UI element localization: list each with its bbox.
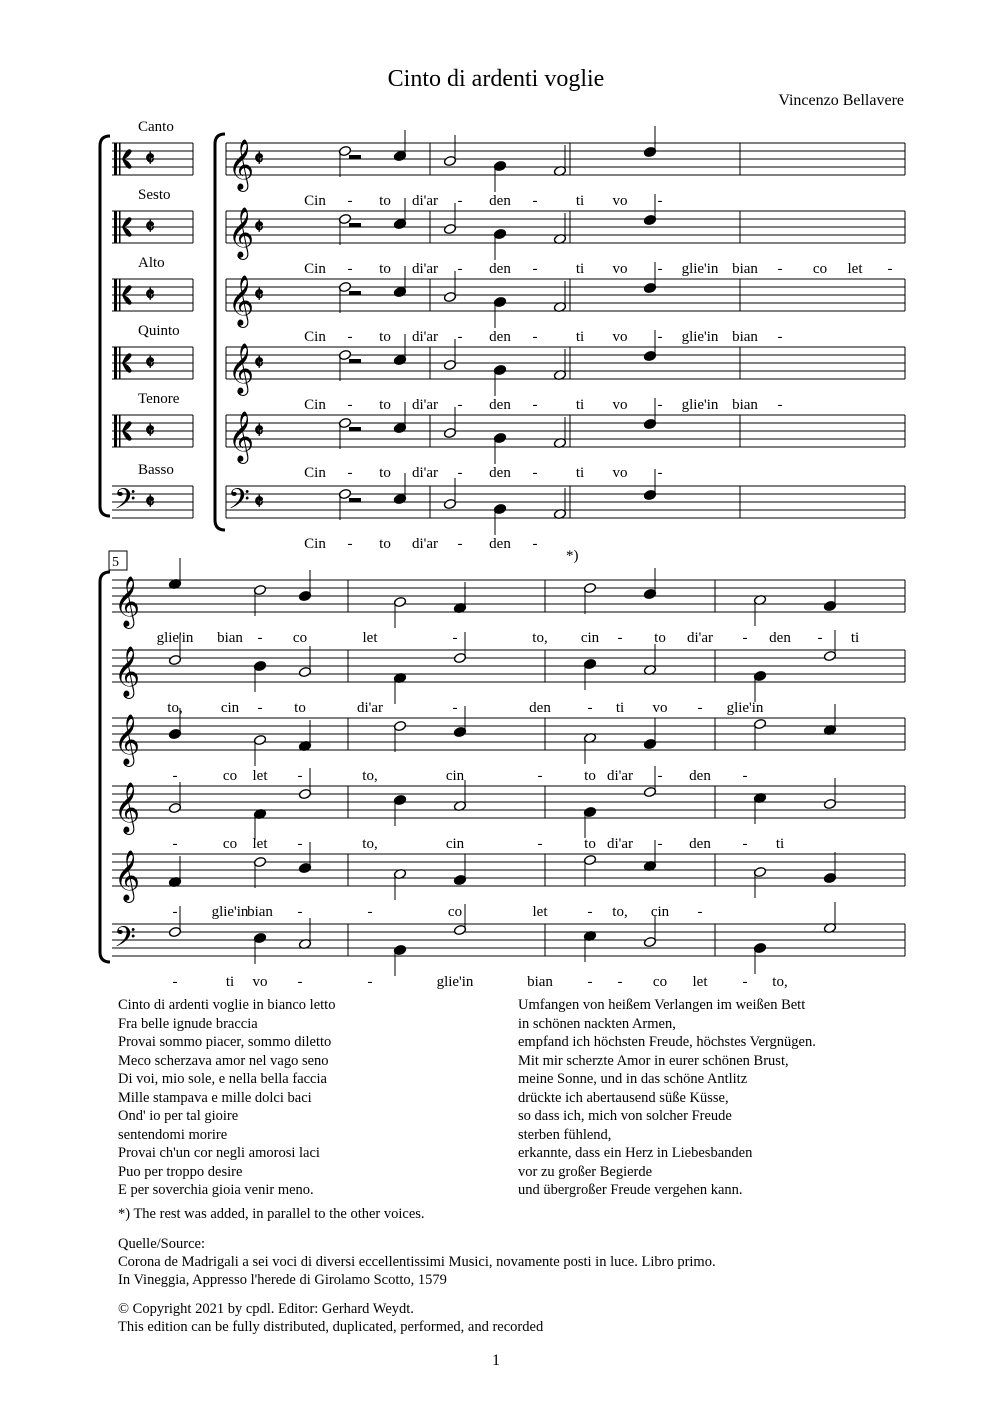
lyric-syllable: - — [532, 465, 538, 481]
lyric-syllable: co — [292, 630, 308, 646]
treble-clef-icon: 𝄞 — [114, 715, 141, 764]
lyric-syllable: ti — [850, 630, 860, 646]
lyric-syllable: - — [347, 465, 353, 481]
c-clef-icon — [114, 347, 117, 379]
lyric-syllable: - — [297, 974, 303, 990]
lyric-syllable: den — [529, 700, 551, 716]
c-clef-icon — [119, 143, 121, 175]
lyric-syllable: den — [489, 193, 511, 209]
lyric-syllable: den — [689, 836, 711, 852]
composer-name: Vincenzo Bellavere — [778, 92, 904, 109]
lyric-syllable: let — [532, 904, 548, 920]
lyric-syllable: vo — [612, 465, 628, 481]
rest-icon — [349, 291, 361, 295]
treble-clef-icon: 𝄞 — [114, 783, 141, 832]
lyric-syllable: den — [489, 465, 511, 481]
lyric-syllable: to — [294, 700, 306, 716]
lyric-syllable: - — [532, 193, 538, 209]
copyright-line: © Copyright 2021 by cpdl. Editor: Gerhard Weydt. — [118, 1301, 414, 1317]
lyric-syllable: - — [657, 193, 663, 209]
c-clef-icon — [119, 279, 121, 311]
lyric-syllable: - — [697, 904, 703, 920]
lyric-syllable: ti — [575, 397, 585, 413]
lyric-syllable: - — [742, 768, 748, 784]
time-signature: 𝄵 — [145, 418, 155, 443]
lyric-syllable: vo — [612, 397, 628, 413]
lyric-syllable: - — [532, 536, 538, 552]
footnote: *) The rest was added, in parallel to the other voices. — [118, 1206, 425, 1222]
time-signature: 𝄵 — [254, 418, 264, 443]
lyric-syllable: di'ar — [411, 465, 439, 481]
lyric-syllable: to, — [362, 768, 378, 784]
lyric-syllable: to, — [772, 974, 788, 990]
lyric-syllable: di'ar — [606, 768, 634, 784]
lyric-syllable: glie'in — [681, 397, 719, 413]
lyric-syllable: - — [657, 261, 663, 277]
lyric-syllable: to — [654, 630, 666, 646]
source-publisher: In Vineggia, Appresso l'herede di Girolamo Scotto, 1579 — [118, 1272, 447, 1288]
lyric-syllable: - — [532, 329, 538, 345]
lyric-syllable: - — [617, 630, 623, 646]
lyric-syllable: co — [812, 261, 828, 277]
lyric-syllable: to — [379, 465, 391, 481]
lyric-syllable: di'ar — [606, 836, 634, 852]
editorial-mark: *) — [566, 548, 579, 564]
lyric-syllable: - — [172, 768, 178, 784]
time-signature: 𝄵 — [145, 146, 155, 171]
lyric-syllable: di'ar — [411, 536, 439, 552]
time-signature: 𝄵 — [145, 282, 155, 307]
lyric-syllable: - — [457, 261, 463, 277]
voice-label: Alto — [138, 255, 165, 271]
treble-clef-icon: 𝄞 — [114, 577, 141, 626]
voice-label: Quinto — [138, 323, 180, 339]
lyric-syllable: - — [457, 536, 463, 552]
time-signature: 𝄵 — [254, 282, 264, 307]
lyric-syllable: den — [489, 329, 511, 345]
lyric-syllable: cin — [445, 768, 465, 784]
lyric-syllable: - — [657, 465, 663, 481]
lyric-syllable: di'ar — [411, 329, 439, 345]
lyric-syllable: - — [532, 261, 538, 277]
lyric-syllable: ti — [575, 465, 585, 481]
lyric-syllable: - — [617, 974, 623, 990]
lyric-syllable: bian — [217, 630, 243, 646]
c-clef-icon — [114, 415, 117, 447]
treble-clef-icon: 𝄞 — [114, 647, 141, 696]
lyric-syllable: to — [584, 768, 596, 784]
lyric-syllable: - — [457, 193, 463, 209]
lyric-syllable: - — [452, 630, 458, 646]
time-signature: 𝄵 — [254, 489, 264, 514]
license-line: This edition can be fully distributed, duplicated, performed, and recorded — [118, 1319, 544, 1335]
lyric-syllable: - — [452, 700, 458, 716]
lyric-syllable: - — [742, 974, 748, 990]
lyric-syllable: - — [742, 836, 748, 852]
lyric-syllable: - — [367, 904, 373, 920]
lyric-syllable: ti — [615, 700, 625, 716]
treble-clef-icon: 𝄞 — [228, 276, 255, 325]
lyric-syllable: - — [172, 836, 178, 852]
copyright-block — [118, 1300, 543, 1336]
lyric-syllable: bian — [732, 397, 758, 413]
lyric-syllable: ti — [775, 836, 785, 852]
rest-icon — [349, 155, 361, 159]
lyric-syllable: - — [297, 836, 303, 852]
poem-italian: Cinto di ardenti voglie in bianco letto Fra belle ignude braccia Provai sommo piacer, sommo diletto Meco scherzava amor nel vago seno Di voi, mio sole, e nella bella faccia Mille stampava e mille dolci baci Ond' io per tal gioire sentendomi morire Provai ch'un cor negli amorosi laci Puo per troppo desire E per soverchia gioia venir meno. — [118, 997, 336, 1198]
lyric-syllable: di'ar — [356, 700, 384, 716]
lyric-syllable: - — [172, 974, 178, 990]
lyric-syllable: - — [777, 329, 783, 345]
lyric-syllable: - — [697, 700, 703, 716]
lyric-syllable: - — [457, 397, 463, 413]
lyric-syllable: - — [297, 768, 303, 784]
lyric-syllable: glie'in — [681, 329, 719, 345]
lyric-syllable: to, — [532, 630, 548, 646]
lyric-syllable: ti — [575, 193, 585, 209]
time-signature: 𝄵 — [145, 350, 155, 375]
voice-label: Tenore — [138, 391, 180, 407]
measure-number: 5 — [112, 555, 119, 570]
lyric-syllable: - — [887, 261, 893, 277]
lyric-syllable: to, — [362, 836, 378, 852]
c-clef-icon — [119, 347, 121, 379]
treble-clef-icon: 𝄞 — [228, 412, 255, 461]
lyric-syllable: - — [347, 329, 353, 345]
lyric-syllable: Cin — [304, 397, 326, 413]
lyric-syllable: glie'in — [681, 261, 719, 277]
lyric-syllable: - — [347, 397, 353, 413]
lyric-syllable: - — [587, 700, 593, 716]
lyric-syllable: di'ar — [411, 397, 439, 413]
lyric-syllable: cin — [580, 630, 600, 646]
treble-clef-icon: 𝄞 — [228, 208, 255, 257]
c-clef-icon — [114, 143, 117, 175]
bass-clef-icon: 𝄢 — [114, 485, 136, 522]
lyric-syllable: co — [447, 904, 463, 920]
lyric-syllable: den — [489, 397, 511, 413]
time-signature: 𝄵 — [145, 489, 155, 514]
lyric-syllable: - — [257, 630, 263, 646]
page-number: 1 — [492, 1352, 500, 1369]
lyric-syllable: - — [587, 974, 593, 990]
c-clef-icon — [119, 415, 121, 447]
lyric-syllable: den — [489, 261, 511, 277]
lyric-syllable: glie'in — [726, 700, 764, 716]
lyric-syllable: vo — [612, 193, 628, 209]
piece-title: Cinto di ardenti voglie — [387, 66, 605, 92]
voice-label: Canto — [138, 119, 174, 135]
lyric-syllable: - — [742, 630, 748, 646]
lyric-syllable: cin — [220, 700, 240, 716]
lyric-syllable: to — [379, 193, 391, 209]
lyric-syllable: glie'in — [436, 974, 474, 990]
lyric-syllable: - — [657, 329, 663, 345]
lyric-syllable: - — [347, 261, 353, 277]
lyric-syllable: - — [537, 836, 543, 852]
lyric-syllable: vo — [612, 329, 628, 345]
lyric-syllable: bian — [732, 329, 758, 345]
lyric-syllable: to — [379, 329, 391, 345]
lyric-syllable: bian — [247, 904, 273, 920]
lyric-syllable: co — [222, 768, 238, 784]
lyric-syllable: to — [379, 536, 391, 552]
lyric-syllable: - — [172, 904, 178, 920]
lyric-syllable: - — [532, 397, 538, 413]
lyric-syllable: di'ar — [411, 261, 439, 277]
treble-clef-icon: 𝄞 — [228, 140, 255, 189]
lyric-syllable: - — [777, 261, 783, 277]
lyric-syllable: bian — [732, 261, 758, 277]
lyric-syllable: den — [769, 630, 791, 646]
lyric-syllable: Cin — [304, 536, 326, 552]
lyric-syllable: Cin — [304, 193, 326, 209]
c-clef-icon — [119, 211, 121, 243]
lyric-syllable: bian — [527, 974, 553, 990]
score-brace — [215, 134, 225, 530]
poem-german: Umfangen von heißem Verlangen im weißen Bett in schönen nackten Armen, empfand ich höchsten Freude, höchstes Vergnügen. Mit mir scherzte Amor in eurer schönen Brust, meine Sonne, und in das schöne Antlitz drückte ich abertausend süße Küsse, so dass ich, mich von solcher Freude sterben fühlend, erkannte, dass ein Herz in Liebesbanden vor zu großer Begierde und übergroßer Freude vergehen kann. — [518, 997, 816, 1198]
lyric-syllable: let — [847, 261, 863, 277]
lyric-syllable: let — [252, 768, 268, 784]
lyric-syllable: let — [252, 836, 268, 852]
rest-icon — [349, 359, 361, 363]
time-signature: 𝄵 — [254, 214, 264, 239]
lyric-syllable: to, — [612, 904, 628, 920]
lyric-syllable: - — [817, 630, 823, 646]
voice-label: Sesto — [138, 187, 171, 203]
lyric-syllable: glie'in — [211, 904, 249, 920]
lyric-syllable: ti — [575, 329, 585, 345]
lyric-syllable: Cin — [304, 329, 326, 345]
lyric-syllable: - — [257, 700, 263, 716]
lyric-syllable: to — [584, 836, 596, 852]
c-clef-icon — [114, 279, 117, 311]
lyric-syllable: vo — [612, 261, 628, 277]
lyric-syllable: let — [692, 974, 708, 990]
lyric-syllable: ti — [225, 974, 235, 990]
lyric-syllable: - — [657, 768, 663, 784]
lyric-syllable: glie'in — [156, 630, 194, 646]
source-label: Quelle/Source: — [118, 1236, 205, 1252]
lyric-syllable: to, — [167, 700, 183, 716]
source-title: Corona de Madrigali a sei voci di diversi eccellentissimi Musici, novamente posti in luce. Libro primo. — [118, 1254, 716, 1270]
time-signature: 𝄵 — [254, 350, 264, 375]
lyric-syllable: - — [347, 193, 353, 209]
c-clef-icon — [114, 211, 117, 243]
lyric-syllable: cin — [650, 904, 670, 920]
lyric-syllable: - — [657, 836, 663, 852]
lyric-syllable: - — [457, 465, 463, 481]
bass-clef-icon: 𝄢 — [228, 485, 250, 522]
lyric-syllable: - — [777, 397, 783, 413]
bass-clef-icon: 𝄢 — [114, 923, 136, 960]
lyric-syllable: di'ar — [411, 193, 439, 209]
lyric-syllable: - — [297, 904, 303, 920]
lyric-syllable: ti — [575, 261, 585, 277]
lyric-syllable: Cin — [304, 465, 326, 481]
lyric-syllable: cin — [445, 836, 465, 852]
lyric-syllable: to — [379, 261, 391, 277]
lyric-syllable: co — [222, 836, 238, 852]
lyric-syllable: - — [587, 904, 593, 920]
lyric-syllable: den — [689, 768, 711, 784]
time-signature: 𝄵 — [145, 214, 155, 239]
lyric-syllable: - — [457, 329, 463, 345]
lyric-syllable: - — [537, 768, 543, 784]
rest-icon — [349, 498, 361, 502]
lyric-syllable: co — [652, 974, 668, 990]
rest-icon — [349, 427, 361, 431]
system-bracket — [100, 572, 110, 962]
system-bracket — [100, 136, 110, 516]
lyric-syllable: to — [379, 397, 391, 413]
lyric-syllable: vo — [652, 700, 668, 716]
treble-clef-icon: 𝄞 — [228, 344, 255, 393]
lyric-syllable: den — [489, 536, 511, 552]
time-signature: 𝄵 — [254, 146, 264, 171]
source-block — [118, 1235, 716, 1289]
lyric-syllable: di'ar — [686, 630, 714, 646]
lyric-syllable: - — [367, 974, 373, 990]
lyric-syllable: - — [657, 397, 663, 413]
lyric-syllable: let — [362, 630, 378, 646]
voice-label: Basso — [138, 462, 174, 478]
treble-clef-icon: 𝄞 — [114, 851, 141, 900]
rest-icon — [349, 223, 361, 227]
lyric-syllable: Cin — [304, 261, 326, 277]
lyric-syllable: vo — [252, 974, 268, 990]
lyric-syllable: - — [347, 536, 353, 552]
